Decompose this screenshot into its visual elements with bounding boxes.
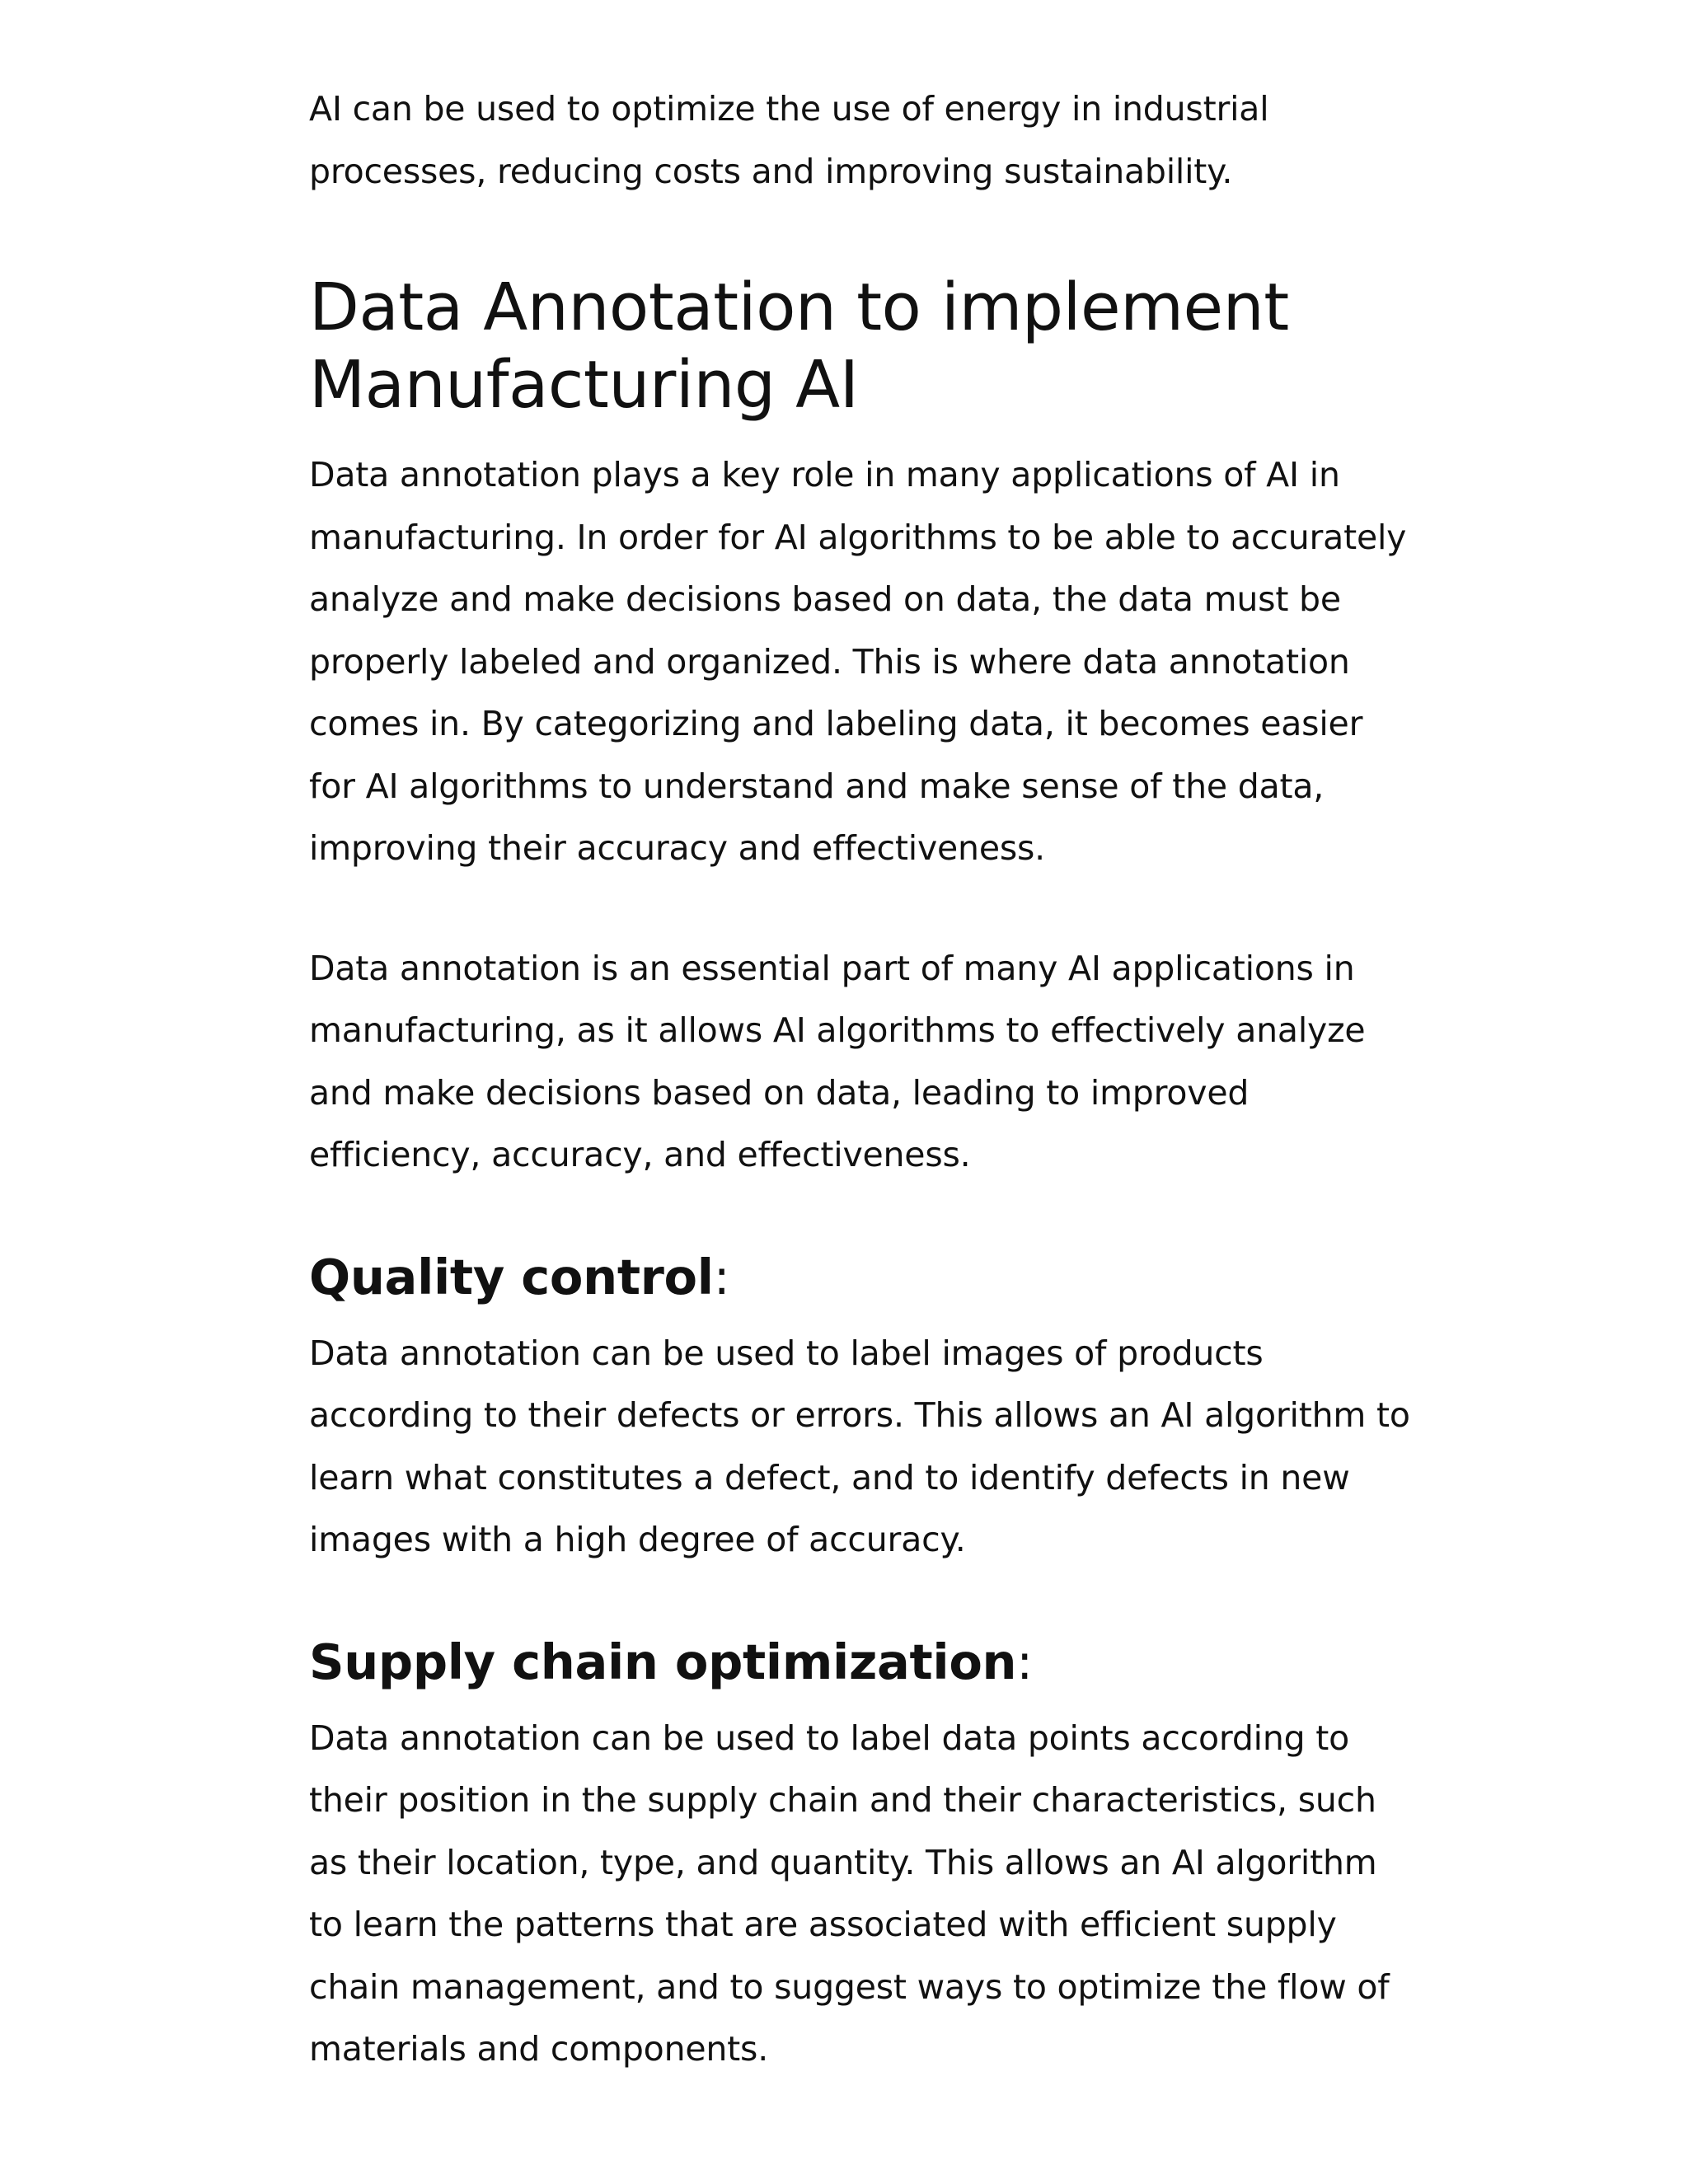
quality-control-heading-colon: :	[713, 1248, 730, 1305]
section-title-line-1: Data Annotation to implement	[309, 269, 1289, 345]
quality-control-paragraph: Data annotation can be used to label images of products according to their defects or errors. This allows an AI algorithm to learn what constitutes a defect, and to identify defects in new images with a high degree of accuracy.	[309, 1333, 1410, 1559]
section-title-line-2: Manufacturing AI	[309, 347, 859, 423]
supply-chain-heading	[309, 1629, 1414, 1695]
section-title	[309, 269, 1414, 424]
section-paragraph-2: Data annotation is an essential part of many AI applications in manufacturing, as it allows AI algorithms to effectively analyze and make decisions based on data, leading to improved efficiency, accuracy, and effectiveness.	[309, 948, 1366, 1174]
quality-control-heading-text: Quality control	[309, 1248, 714, 1305]
quality-control-heading	[309, 1244, 1414, 1310]
intro-paragraph: AI can be used to optimize the use of energy in industrial processes, reducing costs and improving sustainability.	[309, 89, 1269, 191]
supply-chain-heading-text: Supply chain optimization	[309, 1633, 1017, 1690]
article-content	[309, 78, 1414, 2081]
section-paragraph-1: Data annotation plays a key role in many applications of AI in manufacturing. In order for AI algorithms to be able to accurately analyze and make decisions based on data, the data must be properly labeled and organized. This is where data annotation comes in. By categorizing and labeling data, it becomes easier for AI algorithms to understand and make sense of the data, improving their accuracy and effectiveness.	[309, 455, 1407, 868]
supply-chain-paragraph: Data annotation can be used to label data points according to their position in the supply chain and their characteristics, such as their location, type, and quantity. This allows an AI algorithm to learn the patterns that are associated with efficient supply chain management, and to suggest ways to optimize the flow of materials and components.	[309, 1718, 1390, 2069]
supply-chain-heading-colon: :	[1016, 1633, 1033, 1690]
